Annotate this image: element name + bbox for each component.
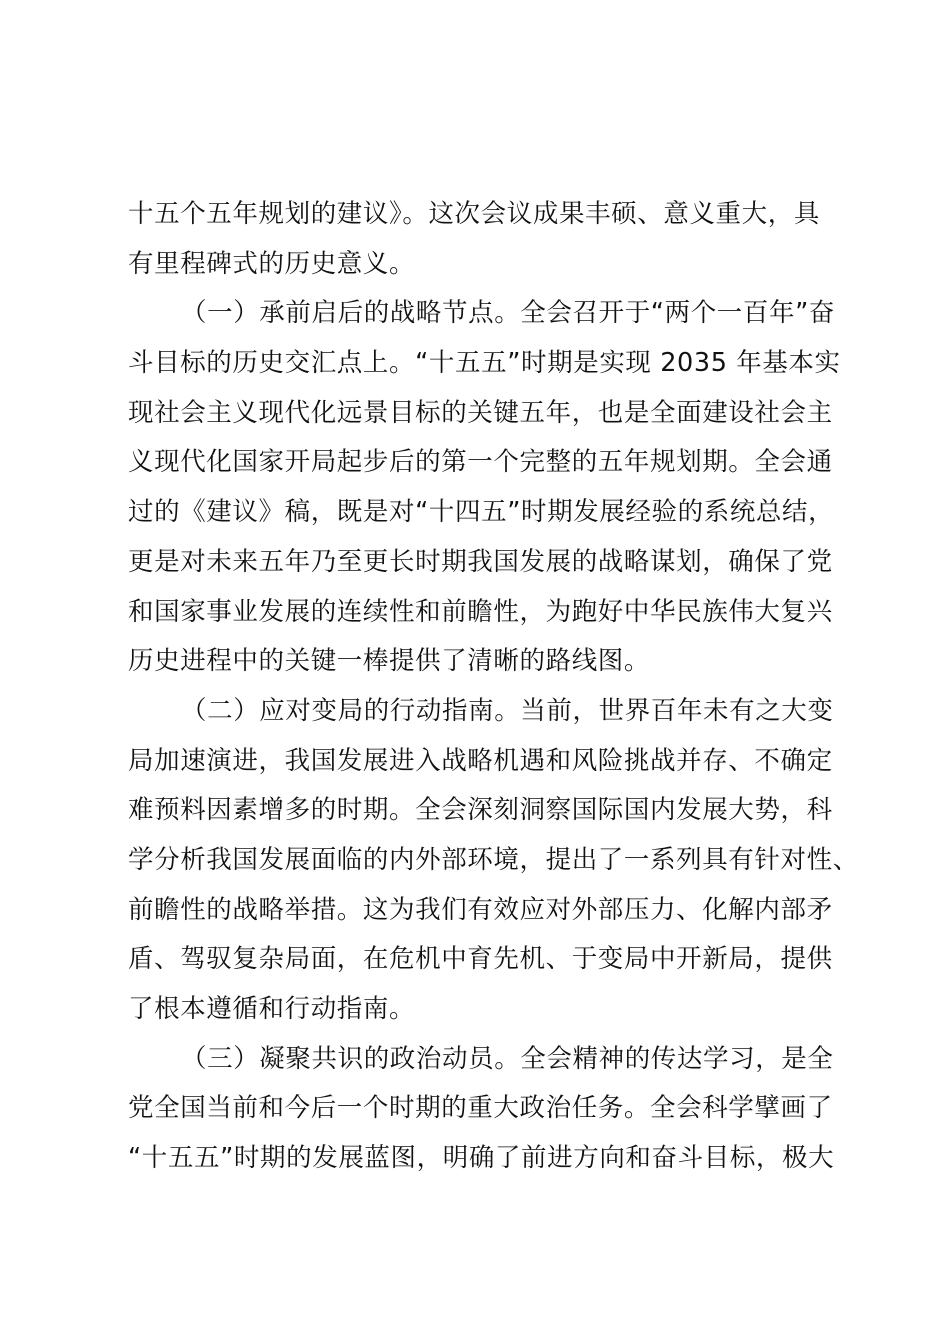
text-line: 前瞻性的战略举措。这为我们有效应对外部压力、化解内部矛	[128, 894, 833, 925]
text-line: 过的《建议》稿，既是对“十四五”时期发展经验的系统总结，	[128, 497, 835, 528]
text-line: （三）凝聚共识的政治动员。全会精神的传达学习，是全	[181, 1043, 834, 1074]
text-line: （一）承前启后的战略节点。全会召开于“两个一百年”奋	[181, 298, 836, 329]
text-line: 盾、驾驭复杂局面，在危机中育先机、于变局中开新局，提供	[128, 944, 833, 975]
text-line: 党全国当前和今后一个时期的重大政治任务。全会科学擘画了	[128, 1093, 833, 1124]
paragraph	[128, 190, 828, 289]
text-line: 学分析我国发展面临的内外部环境，提出了一系列具有针对性、	[128, 844, 859, 875]
paragraph	[128, 687, 859, 1035]
text-line: 和国家事业发展的连续性和前瞻性，为跑好中华民族伟大复兴	[128, 596, 833, 627]
text-line: 更是对未来五年乃至更长时期我国发展的战略谋划，确保了党	[128, 546, 833, 577]
text-line: 义现代化国家开局起步后的第一个完整的五年规划期。全会通	[128, 447, 833, 478]
paragraph	[128, 289, 841, 687]
text-line: 十五个五年规划的建议》。这次会议成果丰硕、意义重大，具	[128, 199, 820, 229]
document-body	[128, 190, 859, 1184]
paragraph	[128, 1035, 835, 1184]
text-line: 现社会主义现代化远景目标的关键五年，也是全面建设社会主	[128, 397, 833, 428]
text-line: 斗目标的历史交汇点上。“十五五”时期是实现 2035 年基本实	[128, 348, 841, 379]
text-line: 历史进程中的关键一棒提供了清晰的路线图。	[128, 646, 651, 677]
text-line: 有里程碑式的历史意义。	[128, 248, 416, 279]
text-line: （二）应对变局的行动指南。当前，世界百年未有之大变	[181, 695, 834, 726]
text-line: 局加速演进，我国发展进入战略机遇和风险挑战并存、不确定	[128, 745, 833, 776]
text-line: 了根本遵循和行动指南。	[128, 994, 416, 1024]
text-line: “十五五”时期的发展蓝图，明确了前进方向和奋斗目标，极大	[128, 1143, 835, 1174]
text-line: 难预料因素增多的时期。全会深刻洞察国际国内发展大势，科	[128, 795, 833, 826]
